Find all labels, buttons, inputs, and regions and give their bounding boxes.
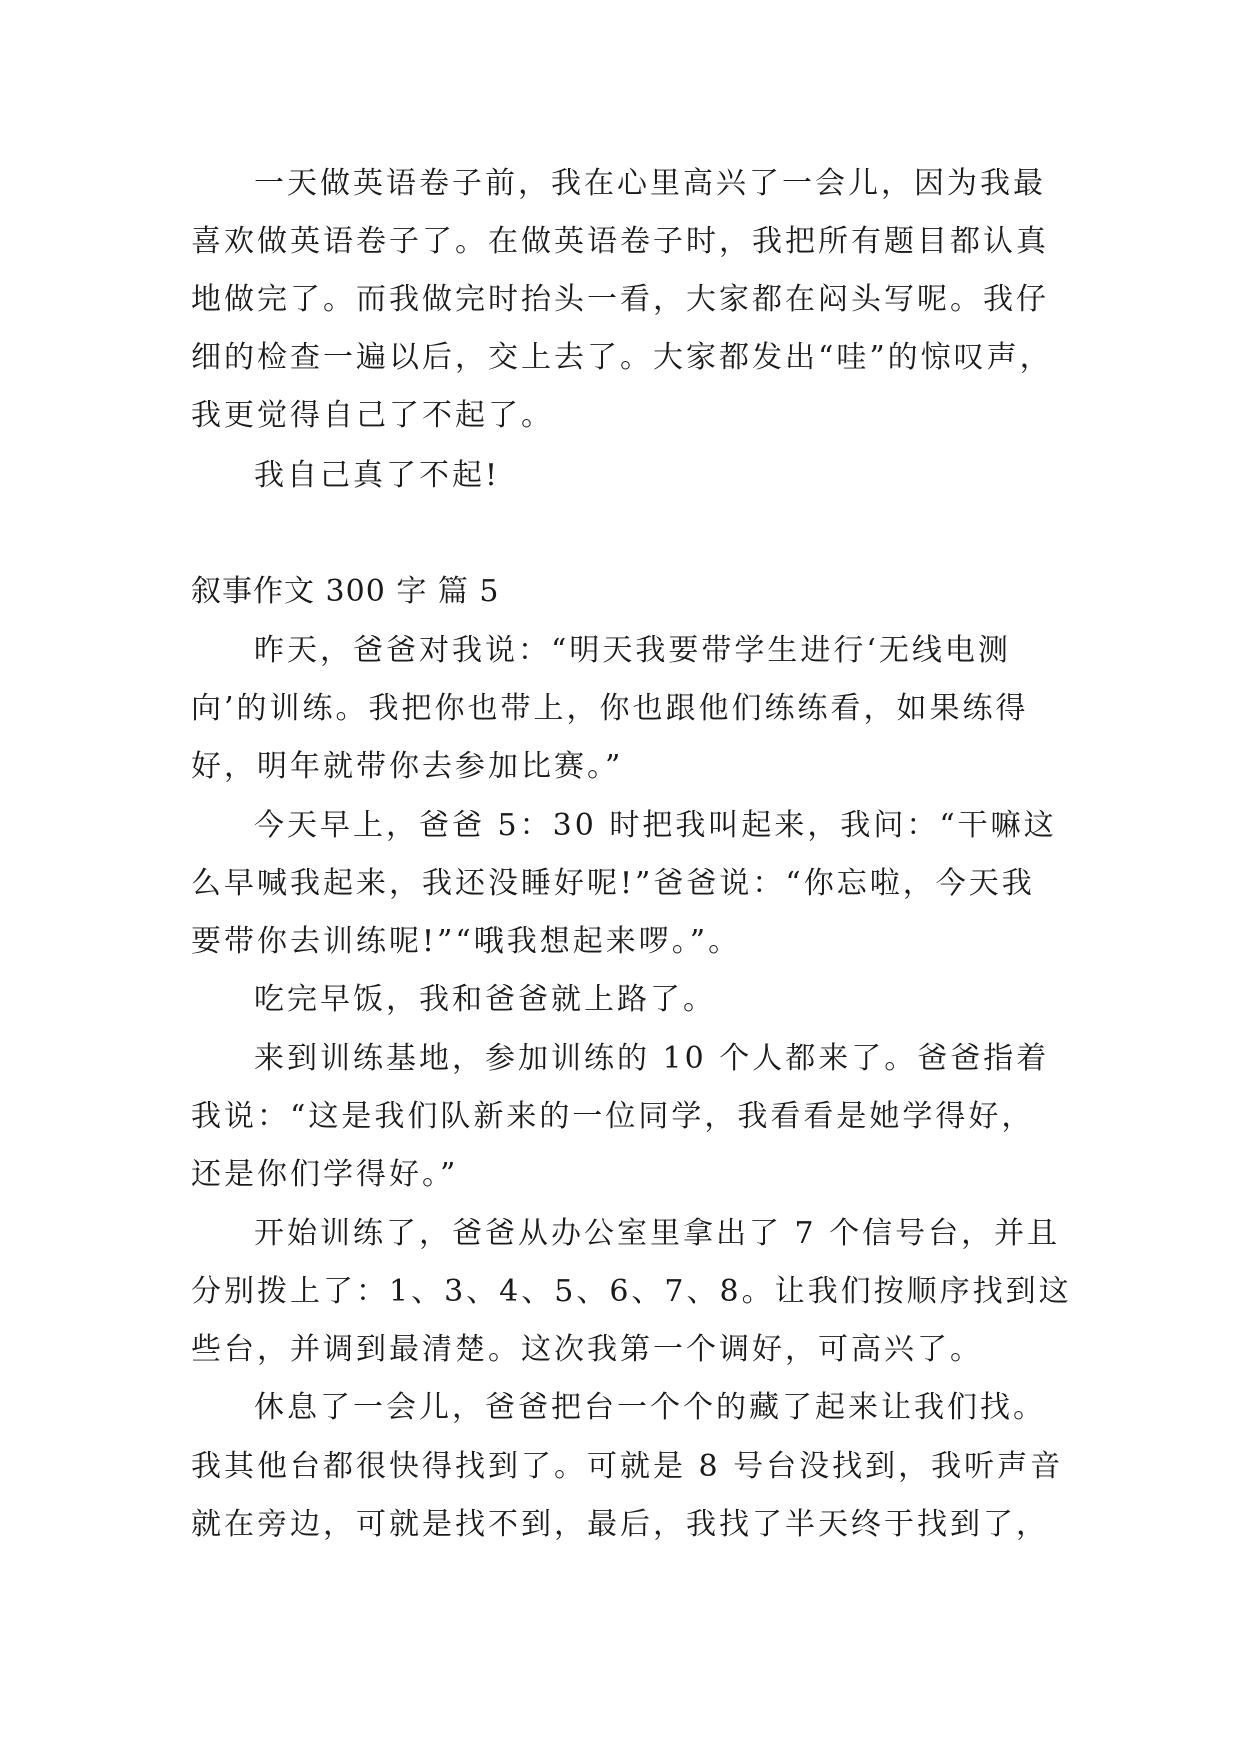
paragraph-line: 我更觉得自己了不起了。 bbox=[191, 398, 554, 433]
paragraph-line: 我其他台都很快得找到了。可就是 8 号台没找到，我听声音 bbox=[191, 1449, 1064, 1484]
paragraph-line: 就在旁边，可就是找不到，最后，我找了半天终于找到了， bbox=[191, 1507, 1049, 1542]
paragraph-line: 些台，并调到最清楚。这次我第一个调好，可高兴了。 bbox=[191, 1332, 983, 1367]
paragraph-line: 我说：“这是我们队新来的一位同学，我看看是她学得好， bbox=[191, 1099, 1035, 1134]
paragraph-line: 细的检查一遍以后，交上去了。大家都发出“哇”的惊叹声， bbox=[191, 340, 1053, 375]
paragraph-line: 开始训练了，爸爸从办公室里拿出了 7 个信号台，并且 bbox=[254, 1216, 1061, 1251]
paragraph-line: 么早喊我起来，我还没睡好呢!”爸爸说：“你忘啦，今天我 bbox=[191, 866, 1035, 901]
paragraph-line: 要带你去训练呢!”“哦我想起来啰。”。 bbox=[191, 924, 742, 959]
paragraph-line: 分别拨上了：1、3、4、5、6、7、8。让我们按顺序找到这 bbox=[191, 1274, 1072, 1309]
paragraph-line: 好，明年就带你去参加比赛。” bbox=[191, 749, 624, 784]
paragraph-line: 休息了一会儿，爸爸把台一个个的藏了起来让我们找。 bbox=[254, 1390, 1046, 1425]
section-heading: 叙事作文 300 字 篇 5 bbox=[191, 574, 500, 609]
paragraph-line: 一天做英语卷子前，我在心里高兴了一会儿，因为我最 bbox=[254, 166, 1046, 201]
paragraph-line: 今天早上，爸爸 5：30 时把我叫起来，我问：“干嘛这 bbox=[254, 808, 1057, 843]
paragraph-line: 向’的训练。我把你也带上，你也跟他们练练看，如果练得 bbox=[191, 691, 1029, 726]
paragraph-line: 来到训练基地，参加训练的 10 个人都来了。爸爸指着 bbox=[254, 1041, 1050, 1076]
paragraph-line: 昨天，爸爸对我说：“明天我要带学生进行‘无线电测 bbox=[254, 633, 1011, 668]
paragraph-line: 地做完了。而我做完时抬头一看，大家都在闷头写呢。我仔 bbox=[191, 282, 1049, 317]
paragraph-line: 我自己真了不起! bbox=[254, 458, 501, 493]
paragraph-line: 喜欢做英语卷子了。在做英语卷子时，我把所有题目都认真 bbox=[191, 224, 1049, 259]
paragraph-line: 吃完早饭，我和爸爸就上路了。 bbox=[254, 982, 716, 1017]
paragraph-line: 还是你们学得好。” bbox=[191, 1157, 459, 1192]
